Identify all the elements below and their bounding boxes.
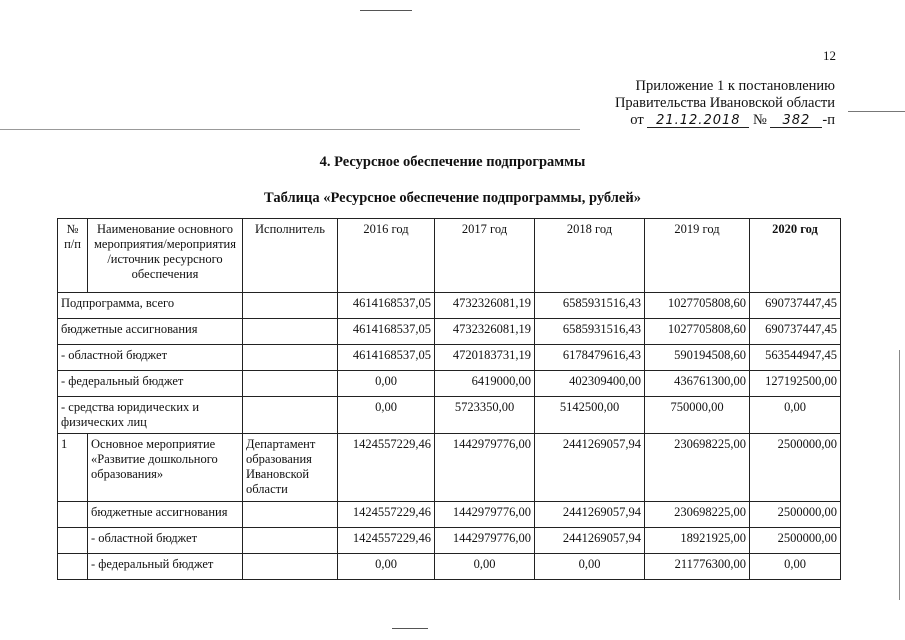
- row-label: бюджетные ассигнования: [58, 319, 243, 345]
- cell-2017: 1442979776,00: [435, 528, 535, 554]
- scan-mark-right: [848, 111, 905, 112]
- scan-mark-edge: [899, 350, 900, 600]
- row-label: [58, 397, 243, 434]
- cell-2018: 6178479616,43: [535, 345, 645, 371]
- table-row: [58, 371, 841, 397]
- cell-2016: 1424557229,46: [338, 502, 435, 528]
- row-label: - областной бюджет: [58, 345, 243, 371]
- row-label-line-1: - средства юридических и: [61, 400, 200, 414]
- cell-2016: 1424557229,46: [338, 528, 435, 554]
- table-header-row: [58, 219, 841, 293]
- appendix-line-2: Правительства Ивановской области: [614, 95, 835, 111]
- cell-2018: 6585931516,43: [535, 319, 645, 345]
- row-executor: [243, 371, 338, 397]
- row-executor: [243, 319, 338, 345]
- table-row: [58, 345, 841, 371]
- row-name-line-2: «Развитие дошкольного: [91, 452, 218, 466]
- cell-2020: 0,00: [750, 397, 841, 434]
- cell-2016: 0,00: [338, 554, 435, 580]
- header-2016: 2016 год: [338, 219, 435, 293]
- cell-2019: 436761300,00: [645, 371, 750, 397]
- cell-2017: 4732326081,19: [435, 319, 535, 345]
- cell-2020: 2500000,00: [750, 502, 841, 528]
- cell-2020: 690737447,45: [750, 319, 841, 345]
- cell-2016: 4614168537,05: [338, 293, 435, 319]
- table-row: [58, 293, 841, 319]
- table-title: Таблица «Ресурсное обеспечение подпрограммы, рублей»: [264, 190, 641, 206]
- row-num: 1: [58, 434, 88, 502]
- cell-2019: 211776300,00: [645, 554, 750, 580]
- cell-2017: 0,00: [435, 554, 535, 580]
- row-label: - областной бюджет: [88, 528, 243, 554]
- header-2018: 2018 год: [535, 219, 645, 293]
- cell-2019: 590194508,60: [645, 345, 750, 371]
- header-2020: 2020 год: [750, 219, 841, 293]
- appendix-line-3: [615, 112, 835, 129]
- row-executor: [243, 528, 338, 554]
- table-row: [58, 528, 841, 554]
- row-label: Подпрограмма, всего: [58, 293, 243, 319]
- row-label-line-2: физических лиц: [61, 415, 147, 429]
- table-row: [58, 554, 841, 580]
- number-suffix: -п: [822, 112, 835, 128]
- appendix-line-1: Приложение 1 к постановлению: [635, 78, 835, 94]
- cell-2017: 4732326081,19: [435, 293, 535, 319]
- handwritten-number: 382: [770, 114, 822, 128]
- cell-2019: 750000,00: [645, 397, 750, 434]
- row-num: [58, 528, 88, 554]
- number-label: №: [752, 112, 767, 128]
- cell-2018: 2441269057,94: [535, 528, 645, 554]
- row-executor: [243, 293, 338, 319]
- page-number: 12: [823, 48, 836, 63]
- cell-2020: 2500000,00: [750, 528, 841, 554]
- row-label: бюджетные ассигнования: [88, 502, 243, 528]
- row-label: - федеральный бюджет: [88, 554, 243, 580]
- cell-2017: 5723350,00: [435, 397, 535, 434]
- cell-2016: 4614168537,05: [338, 345, 435, 371]
- cell-2018: 2441269057,94: [535, 434, 645, 502]
- table-row: [58, 502, 841, 528]
- row-executor: [243, 502, 338, 528]
- from-label: от: [630, 112, 644, 128]
- cell-2020: 563544947,45: [750, 345, 841, 371]
- cell-2017: 4720183731,19: [435, 345, 535, 371]
- cell-2017: 6419000,00: [435, 371, 535, 397]
- cell-2019: 1027705808,60: [645, 319, 750, 345]
- row-name-line-3: образования»: [91, 467, 164, 481]
- row-executor: Департамент образования Ивановской области: [243, 434, 338, 502]
- cell-2016: 0,00: [338, 397, 435, 434]
- cell-2016: 1424557229,46: [338, 434, 435, 502]
- cell-2017: 1442979776,00: [435, 502, 535, 528]
- cell-2020: 690737447,45: [750, 293, 841, 319]
- header-name: Наименование основного мероприятия/мероприятия /источник ресурсного обеспечения: [88, 219, 243, 293]
- cell-2018: 6585931516,43: [535, 293, 645, 319]
- row-executor: [243, 345, 338, 371]
- section-title: 4. Ресурсное обеспечение подпрограммы: [319, 154, 586, 170]
- header-executor: Исполнитель: [243, 219, 338, 293]
- cell-2020: 127192500,00: [750, 371, 841, 397]
- handwritten-date: 21.12.2018: [647, 114, 749, 128]
- cell-2020: 0,00: [750, 554, 841, 580]
- cell-2018: 402309400,00: [535, 371, 645, 397]
- row-num: [58, 554, 88, 580]
- header-2019: 2019 год: [645, 219, 750, 293]
- table-row: [58, 397, 841, 434]
- cell-2016: 4614168537,05: [338, 319, 435, 345]
- resource-table: [57, 218, 841, 580]
- cell-2016: 0,00: [338, 371, 435, 397]
- row-name: [88, 434, 243, 502]
- cell-2018: 0,00: [535, 554, 645, 580]
- cell-2019: 1027705808,60: [645, 293, 750, 319]
- scan-mark-left: [0, 129, 580, 130]
- cell-2017: 1442979776,00: [435, 434, 535, 502]
- table-row: [58, 319, 841, 345]
- row-executor: [243, 397, 338, 434]
- cell-2019: 230698225,00: [645, 502, 750, 528]
- header-2017: 2017 год: [435, 219, 535, 293]
- row-executor: [243, 554, 338, 580]
- table-row: [58, 434, 841, 502]
- cell-2019: 18921925,00: [645, 528, 750, 554]
- cell-2018: 5142500,00: [535, 397, 645, 434]
- cell-2018: 2441269057,94: [535, 502, 645, 528]
- scan-mark-top: [360, 10, 412, 11]
- cell-2020: 2500000,00: [750, 434, 841, 502]
- scan-mark-bottom: [392, 628, 428, 629]
- row-label: - федеральный бюджет: [58, 371, 243, 397]
- row-name-line-1: Основное мероприятие: [91, 437, 216, 451]
- header-num: № п/п: [58, 219, 88, 293]
- appendix-header: [615, 78, 835, 129]
- cell-2019: 230698225,00: [645, 434, 750, 502]
- row-num: [58, 502, 88, 528]
